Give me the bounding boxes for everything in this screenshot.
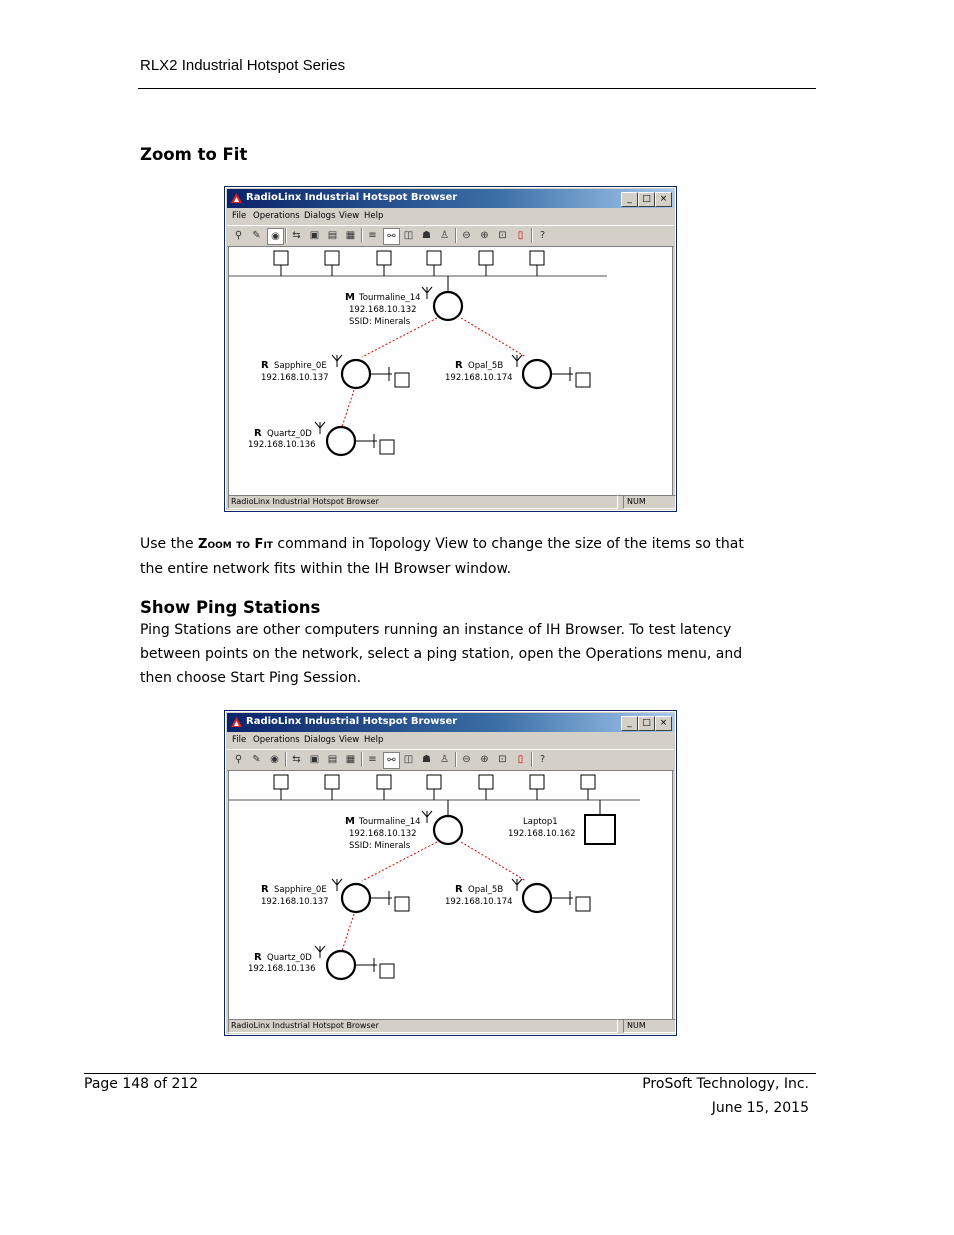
status-text: RadioLinx Industrial Hotspot Browser [228, 495, 618, 509]
help-icon[interactable]: ? [539, 754, 546, 765]
status-num: NUM [623, 495, 676, 509]
status-num: NUM [623, 1019, 676, 1033]
toolbar-divider [285, 752, 287, 767]
toolbar-divider [361, 752, 363, 767]
repeater-radio-node[interactable] [327, 951, 355, 979]
browser-window-ping [224, 710, 677, 1036]
users-icon[interactable]: ☗ [422, 230, 431, 241]
master-radio-node[interactable] [434, 292, 462, 320]
device-icon[interactable]: ◫ [403, 230, 414, 241]
topology-canvas[interactable] [228, 246, 673, 496]
repeater-radio-node[interactable] [342, 360, 370, 388]
host-node[interactable] [427, 251, 441, 265]
command-name: Zoom to Fit [198, 537, 273, 552]
status-bar [227, 1019, 674, 1033]
list-view-icon[interactable]: ≡ [368, 230, 377, 241]
binoculars-icon[interactable]: ⚲ [234, 754, 243, 765]
ping-station-ip: 192.168.10.162 [508, 829, 576, 839]
repeater-radio-node[interactable] [523, 360, 551, 388]
menu-dialogs[interactable]: Dialogs [304, 211, 336, 221]
repeater1-ip: 192.168.10.137 [261, 897, 329, 907]
menu-help[interactable]: Help [364, 735, 384, 745]
zoom-out-icon[interactable]: ⊖ [462, 230, 471, 241]
repeater-radio-node[interactable] [342, 884, 370, 912]
monitor-group-icon[interactable]: ▤ [327, 754, 338, 765]
zoom-to-fit-paragraph [140, 532, 760, 581]
users-icon[interactable]: ☗ [422, 754, 431, 765]
device-icon[interactable]: ◫ [403, 754, 414, 765]
menu-bar [227, 209, 674, 225]
topology-view-icon[interactable]: ⚯ [383, 752, 400, 769]
para-text: Ping Stations are other computers running an instance of IH Browser. To test latency [140, 622, 732, 638]
host-node[interactable] [530, 251, 544, 265]
document-icon[interactable]: ▯ [517, 230, 524, 241]
zoom-in-icon[interactable]: ⊕ [480, 230, 489, 241]
user-icon[interactable]: ♙ [440, 754, 449, 765]
host-node[interactable] [377, 775, 391, 789]
host-node[interactable] [274, 251, 288, 265]
menu-operations[interactable]: Operations [253, 735, 300, 745]
maximize-button[interactable]: □ [638, 716, 655, 731]
ping-station-node[interactable] [585, 815, 615, 844]
ping-station-name: Laptop1 [523, 817, 558, 827]
repeater2-name: Opal_5B [468, 885, 504, 895]
master-name: Tourmaline_14 [359, 817, 421, 827]
host-node[interactable] [479, 251, 493, 265]
header-rule [138, 88, 816, 89]
help-icon[interactable]: ? [539, 230, 546, 241]
window-title: RadioLinx Industrial Hotspot Browser [246, 192, 458, 203]
repeater3-role: R [254, 952, 262, 963]
repeater1-role: R [261, 884, 269, 895]
master-ip: 192.168.10.132 [349, 305, 417, 315]
properties-icon[interactable]: ▦ [345, 754, 356, 765]
topology-diagram [229, 771, 672, 1019]
wand-icon[interactable]: ✎ [252, 754, 261, 765]
repeater2-role: R [455, 360, 463, 371]
network-arrow-icon[interactable]: ⇆ [292, 754, 301, 765]
footer-rule [84, 1073, 816, 1074]
host-node[interactable] [325, 775, 339, 789]
toolbar-divider [455, 228, 457, 243]
repeater3-ip: 192.168.10.136 [248, 964, 316, 974]
para-text: between points on the network, select a ping station, open the Operations menu, and [140, 646, 743, 662]
monitor-group-icon[interactable]: ▤ [327, 230, 338, 241]
title-bar [227, 713, 674, 732]
toolbar-divider [285, 228, 287, 243]
section-heading-zoom-to-fit: Zoom to Fit [140, 145, 248, 164]
master-role: M [345, 292, 355, 303]
host-node[interactable] [427, 775, 441, 789]
topology-diagram [229, 247, 672, 495]
menu-dialogs[interactable]: Dialogs [304, 735, 336, 745]
host-node[interactable] [530, 775, 544, 789]
para-text: command in Topology View to change the size of the items so that [272, 536, 744, 552]
wand-icon[interactable]: ✎ [252, 230, 261, 241]
radar-icon[interactable]: ◉ [270, 754, 279, 765]
monitor-icon[interactable]: ▣ [309, 230, 320, 241]
network-arrow-icon[interactable]: ⇆ [292, 230, 301, 241]
repeater3-name: Quartz_0D [267, 953, 312, 963]
minimize-button[interactable]: _ [621, 192, 638, 207]
repeater3-role: R [254, 428, 262, 439]
repeater-radio-node[interactable] [327, 427, 355, 455]
zoom-to-fit-icon[interactable]: ⊡ [498, 230, 507, 241]
monitor-icon[interactable]: ▣ [309, 754, 320, 765]
radar-icon[interactable]: ◉ [267, 228, 284, 245]
close-button[interactable]: × [655, 716, 672, 731]
browser-window-zoom [224, 186, 677, 512]
user-icon[interactable]: ♙ [440, 230, 449, 241]
minimize-button[interactable]: _ [621, 716, 638, 731]
master-ip: 192.168.10.132 [349, 829, 417, 839]
repeater1-name: Sapphire_0E [274, 361, 327, 371]
toolbar-divider [531, 228, 533, 243]
maximize-button[interactable]: □ [638, 192, 655, 207]
host-nodes [274, 251, 544, 276]
ping-stations-paragraph [140, 618, 760, 690]
host-node[interactable] [325, 251, 339, 265]
host-node[interactable] [377, 251, 391, 265]
menu-view[interactable]: View [339, 211, 360, 221]
status-bar [227, 495, 674, 509]
host-node[interactable] [581, 775, 595, 789]
binoculars-icon[interactable]: ⚲ [234, 230, 243, 241]
master-ssid: SSID: Minerals [349, 317, 411, 327]
menu-file[interactable]: File [232, 735, 247, 745]
master-radio-node[interactable] [434, 816, 462, 844]
repeater1-ip: 192.168.10.137 [261, 373, 329, 383]
repeater1-name: Sapphire_0E [274, 885, 327, 895]
toolbar-divider [361, 228, 363, 243]
para-text: the entire network fits within the IH Browser window. [140, 561, 512, 577]
toolbar-divider [455, 752, 457, 767]
document-icon[interactable]: ▯ [517, 754, 524, 765]
menu-bar [227, 733, 674, 749]
zoom-in-icon[interactable]: ⊕ [480, 754, 489, 765]
properties-icon[interactable]: ▦ [345, 230, 356, 241]
host-node[interactable] [479, 775, 493, 789]
master-role: M [345, 816, 355, 827]
para-text: Use the [140, 536, 199, 552]
list-view-icon[interactable]: ≡ [368, 754, 377, 765]
toolbar-divider [531, 752, 533, 767]
repeater1-role: R [261, 360, 269, 371]
repeater2-ip: 192.168.10.174 [445, 897, 513, 907]
app-logo-icon [231, 193, 242, 203]
publication-date: June 15, 2015 [711, 1100, 809, 1116]
menu-help[interactable]: Help [364, 211, 384, 221]
para-text: then choose Start Ping Session. [140, 670, 362, 686]
zoom-to-fit-icon[interactable]: ⊡ [498, 754, 507, 765]
page-number: Page 148 of 212 [84, 1076, 199, 1092]
title-bar [227, 189, 674, 208]
repeater2-ip: 192.168.10.174 [445, 373, 513, 383]
repeater3-name: Quartz_0D [267, 429, 312, 439]
close-button[interactable]: × [655, 192, 672, 207]
repeater-radio-node[interactable] [523, 884, 551, 912]
menu-file[interactable]: File [232, 211, 247, 221]
menu-operations[interactable]: Operations [253, 211, 300, 221]
toolbar [227, 225, 674, 247]
app-logo-icon [231, 717, 242, 727]
status-text: RadioLinx Industrial Hotspot Browser [228, 1019, 618, 1033]
repeater2-role: R [455, 884, 463, 895]
repeater2-name: Opal_5B [468, 361, 504, 371]
topology-view-icon[interactable]: ⚯ [383, 228, 400, 245]
toolbar [227, 749, 674, 771]
window-title: RadioLinx Industrial Hotspot Browser [246, 716, 458, 727]
company-name: ProSoft Technology, Inc. [642, 1076, 809, 1092]
menu-view[interactable]: View [339, 735, 360, 745]
master-name: Tourmaline_14 [359, 293, 421, 303]
running-header: RLX2 Industrial Hotspot Series [140, 57, 346, 74]
host-node[interactable] [274, 775, 288, 789]
master-ssid: SSID: Minerals [349, 841, 411, 851]
section-heading-ping-stations: Show Ping Stations [140, 598, 321, 617]
topology-canvas[interactable] [228, 770, 673, 1020]
zoom-out-icon[interactable]: ⊖ [462, 754, 471, 765]
repeater3-ip: 192.168.10.136 [248, 440, 316, 450]
